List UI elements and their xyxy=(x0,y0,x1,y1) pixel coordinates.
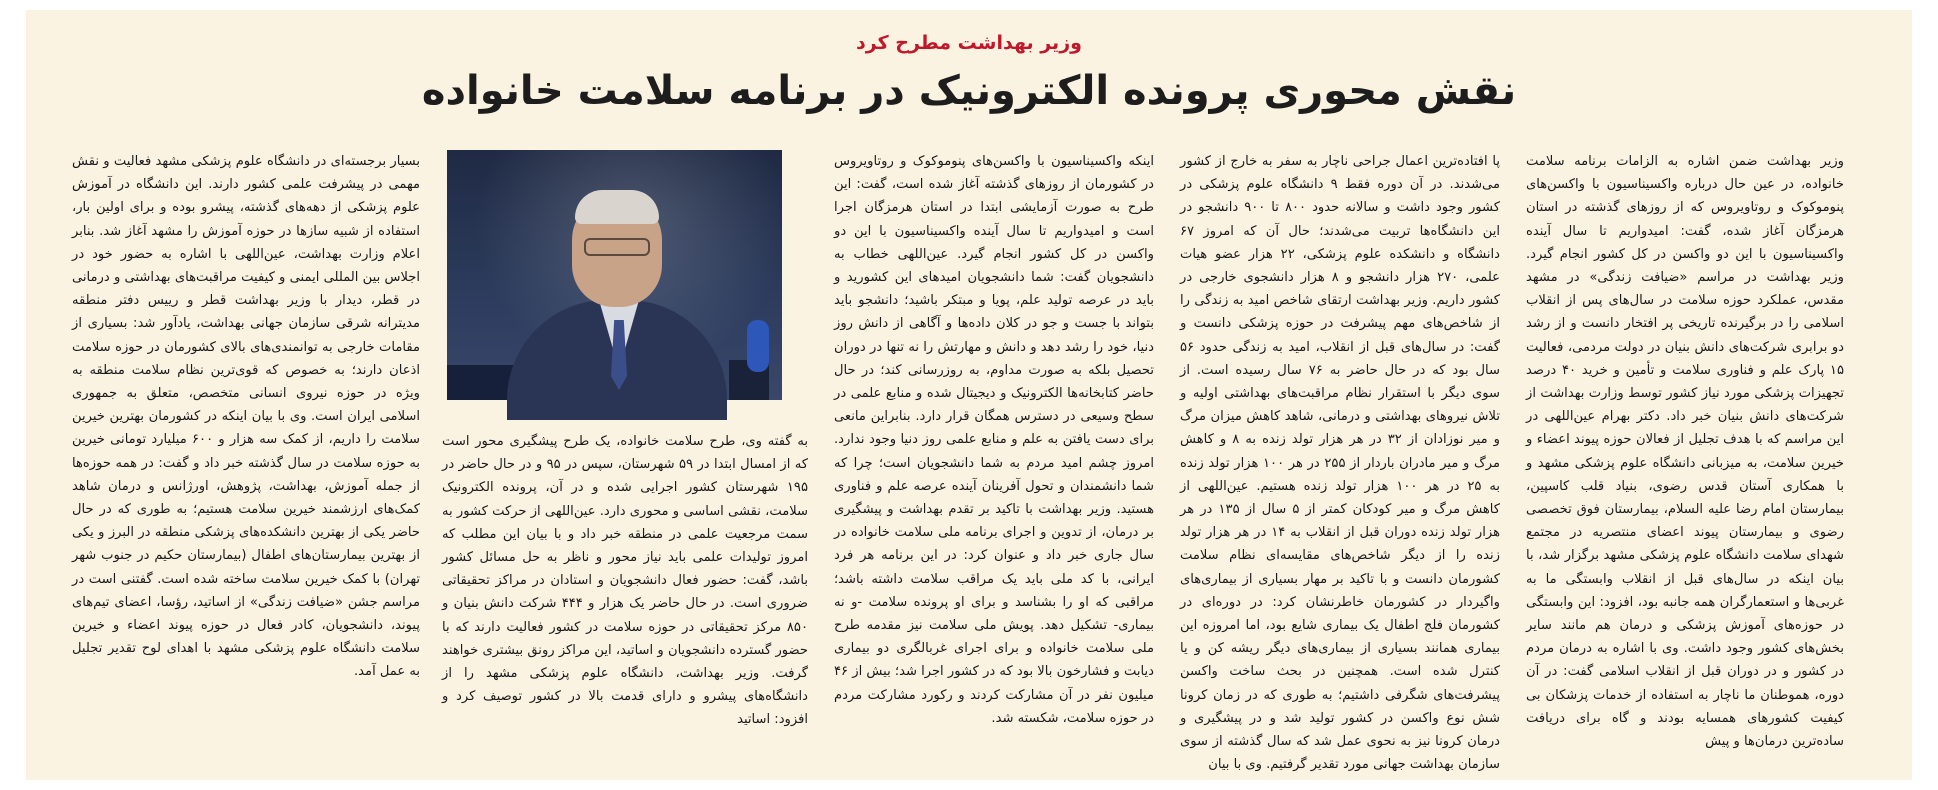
article-column-2 xyxy=(1180,150,1501,773)
article-kicker: وزیر بهداشت مطرح کرد xyxy=(856,32,1082,54)
article-column-4 xyxy=(442,430,808,762)
column-3-text: اینکه واکسیناسیون با واکسن‌های پنوموکوک و روتاویروس در کشورمان از روزهای گذشته آغاز شده است، گفت: این طرح به صورت آزمایشی ابتدا در استان هرمزگان اجرا است و امیدواریم تا سال آینده واکسیناسیون با این دو واکسن در کل کشور انجام گیرد. عین‌اللهی خطاب به دانشجویان گفت: شما دانشجویان امیدهای این کشورید و باید در عرصه تولید علم، پویا و مبتکر باشید؛ دانشجو باید بتواند با جست و جو در کلان داده‌ها و آگاهی از دانش روز دنیا، خود را رشد دهد و دانش و مهارتش را نه تنها در دوران تحصیل بلکه به صورت مداوم، به روزرسانی کند؛ در حال حاضر کتابخانه‌ها الکترونیک و دیجیتال شده و منابع علمی در سطح وسیعی در دسترس همگان قرار دارد. بنابراین مانعی برای دست یافتن به علم و منابع علمی روز دنیا وجود ندارد. امروز چشم امید مردم به شما دانشجویان است؛ چرا که شما دانشمندان و تحول آفرینان آینده عرصه علم و فناوری هستید. وزیر بهداشت با تاکید بر تقدم بهداشت و پیشگیری بر درمان، از تدوین و اجرای برنامه ملی سلامت خانواده در سال جاری خبر داد و عنوان کرد: در این برنامه هر فرد ایرانی، با کد ملی باید یک مراقب سلامت داشته باشد؛ مراقبی که او را بشناسد و برای او پرونده سلامت -و نه بیماری- تشکیل دهد. پویش ملی سلامت نیز مقدمه طرح ملی سلامت خانواده و برای اجرای غربالگری دو بیماری دیابت و فشارخون بالا بود که در کشور اجرا شد؛ بیش از ۴۶ میلیون نفر در آن مشارکت کردند و رکورد مشارکت مردم در حوزه سلامت، شکسته شد. xyxy=(834,154,1154,726)
microphone-icon xyxy=(747,320,769,372)
column-2-text: پا افتاده‌ترین اعمال جراحی ناچار به سفر به خارج از کشور می‌شدند. در آن دوره فقط ۹ دانشگاه علوم پزشکی در کشور وجود داشت و سالانه حدود ۸۰۰ تا ۹۰۰ دانشجو در این دانشگاه‌ها تربیت می‌شدند؛ حال آن که امروز ۶۷ دانشگاه و دانشکده علوم پزشکی، ۲۲ هزار عضو هیات علمی، ۲۷۰ هزار دانشجو و ۸ هزار دانشجوی خارجی در کشور داریم. وزیر بهداشت ارتقای شاخص امید به زندگی را از شاخص‌های مهم پیشرفت در حوزه پزشکی دانست و گفت: در سال‌های قبل از انقلاب، امید به زندگی حدود ۵۶ سال بود که در حال حاضر به ۷۶ سال رسیده است. از سوی دیگر با استقرار نظام مراقبت‌های بهداشتی اولیه و تلاش نیروهای بهداشتی و درمانی، شاهد کاهش میزان مرگ و میر نوزادان از ۳۲ در هر هزار تولد زنده به ۸ و کاهش مرگ و میر مادران باردار از ۲۵۵ در هر ۱۰۰ هزار تولد زنده به ۲۵ در هر ۱۰۰ هزار تولد زنده هستیم. عین‌اللهی از کاهش مرگ و میر کودکان کمتر از ۵ سال از ۱۳۵ در هر هزار تولد زنده دوران قبل از انقلاب به ۱۴ در هر هزار تولد زنده را از دیگر شاخص‌های مقایسه‌ای نظام سلامت کشورمان دانست و با تاکید بر مهار بسیاری از بیماری‌های واگیردار در کشورمان خاطرنشان کرد: در دوره‌ای در کشورمان فلج اطفال یک بیماری شایع بود، اما امروزه این بیماری همانند بسیاری از بیماری‌های دیگر ریشه کن و یا کنترل شده است. همچنین در بحث ساخت واکسن پیشرفت‌های شگرفی داشتیم؛ به طوری که در زمان کرونا شش نوع واکسن در کشور تولید شد و در پیشگیری و درمان کرونا نیز به نحوی عمل شد که سال گذشته از سوی سازمان بهداشت جهانی مورد تقدیر گرفتیم. وی با بیان xyxy=(1180,154,1501,773)
article-column-1 xyxy=(1526,150,1844,762)
column-5-text: بسیار برجسته‌ای در دانشگاه علوم پزشکی مشهد فعالیت و نقش مهمی در پیشرفت علمی کشور دارند. این دانشگاه در آموزش علوم پزشکی از دهه‌های گذشته، پیشرو بوده و برای اولین بار، استفاده از شبیه سازها در حوزه آموزش را مشهد آغاز شد. بنابر اعلام وزارت بهداشت، عین‌اللهی با اشاره به حضور خود در اجلاس بین المللی ایمنی و کیفیت مراقبت‌های بهداشتی و درمانی در قطر، دیدار با وزیر بهداشت قطر و رییس دفتر منطقه مدیترانه شرقی سازمان جهانی بهداشت، یادآور شد: بسیاری از مقامات خارجی به توانمندی‌های بالای کشورمان در حوزه سلامت اذعان دارند؛ به خصوص که قوی‌ترین نظام سلامت منطقه به ویژه در حوزه نیروی انسانی متخصص، متعلق به جمهوری اسلامی ایران است. وی با بیان اینکه در کشورمان بهترین خیرین سلامت را داریم، از کمک سه هزار و ۶۰۰ میلیارد تومانی خیرین به حوزه سلامت در سال گذشته خبر داد و گفت: در همه حوزه‌ها از جمله آموزش، بهداشت، پژوهش، اورژانس و درمان شاهد کمک‌های ارزشمند خیرین سلامت هستیم؛ به طوری که در حال حاضر یکی از بهترین دانشکده‌های پزشکی منطقه در البرز و یکی از بهترین بیمارستان‌های اطفال (بیمارستان حکیم در جنوب شهر تهران) با کمک خیرین سلامت ساخته شده است. گفتنی است در مراسم جشن «ضیافت زندگی» از اساتید، رؤسا، اعضای تیم‌های پیوند، دانشجویان، کادر فعال در حوزه پیوند اعضاء و خیرین سلامت دانشگاه علوم پزشکی مشهد با اهدای لوح تقدیر تجلیل به عمل آمد. xyxy=(72,154,420,680)
column-1-text: وزیر بهداشت ضمن اشاره به الزامات برنامه سلامت خانواده، در عین حال درباره واکسیناسیون با واکسن‌های پنوموکوک و روتاویروس که از روزهای گذشته در استان هرمزگان آغاز شده، گفت: امیدواریم تا سال آینده واکسیناسیون با این دو واکسن در کل کشور انجام گیرد. وزیر بهداشت در مراسم «ضیافت زندگی» در مشهد مقدس، عملکرد حوزه سلامت در سال‌های پس از انقلاب اسلامی را در برگیرنده تاریخی پر افتخار دانست و از رشد دو برابری شرکت‌های دانش بنیان در دولت مردمی، فعالیت ۱۵ پارک علم و فناوری سلامت و تأمین و خرید ۴۰ درصد تجهیزات پزشکی مورد نیاز کشور توسط وزارت بهداشت از شرکت‌های دانش بنیان خبر داد. دکتر بهرام عین‌اللهی در این مراسم که با هدف تجلیل از فعالان حوزه پیوند اعضاء و خیرین سلامت، به میزبانی دانشگاه علوم پزشکی مشهد و با همکاری آستان قدس رضوی، بنیاد قلب کاسپین، بیمارستان امام رضا علیه السلام، بیمارستان فوق تخصصی رضوی و بیمارستان پیوند اعضای منتصریه در مجتمع شهدای سلامت دانشگاه علوم پزشکی مشهد برگزار شد، با بیان اینکه در سال‌های قبل از انقلاب وابستگی ما به غربی‌ها و استعمارگران همه جانبه بود، افزود: این وابستگی در حوزه‌های آموزش پزشکی و درمان هم مانند سایر بخش‌های کشور وجود داشت. وی با اشاره به درمان مردم در کشور و در دوران قبل از انقلاب اسلامی گفت: در آن دوره، هموطنان ما ناچار به استفاده از خدمات پزشکان بی کیفیت کشورهای همسایه بودند و گاه برای دریافت ساده‌ترین درمان‌ها و پیش xyxy=(1526,154,1844,750)
newspaper-page xyxy=(26,10,1912,780)
column-4-text: به گفته وی، طرح سلامت خانواده، یک طرح پیشگیری محور است که از امسال ابتدا در ۵۹ شهرستان، سپس در ۹۵ و در حال حاضر در ۱۹۵ شهرستان کشور اجرایی شده و در آن، پرونده الکترونیک سلامت، نقشی اساسی و محوری دارد. عین‌اللهی از حرکت کشور به سمت مرجعیت علمی در منطقه خبر داد و با بیان این مطلب که امروز تولیدات علمی باید نیاز محور و ناظر به حل مسائل کشور باشد، گفت: حضور فعال دانشجویان و استادان در مراکز تحقیقاتی ضروری است. در حال حاضر یک هزار و ۴۴۴ شرکت دانش بنیان و ۸۵۰ مرکز تحقیقاتی در حوزه سلامت در کشور فعالیت دارند که با حضور گسترده دانشجویان و اساتید، این مراکز رونق بیشتری خواهند گرفت. وزیر بهداشت، دانشگاه علوم پزشکی مشهد را از دانشگاه‌های پیشرو و دارای قدمت بالا در کشور توصیف کرد و افزود: اساتید xyxy=(442,434,808,728)
article-column-5 xyxy=(72,150,420,762)
article-headline: نقش محوری پرونده الکترونیک در برنامه سلامت خانواده xyxy=(421,68,1517,114)
article-column-3 xyxy=(834,150,1154,762)
minister-photo xyxy=(447,150,782,400)
